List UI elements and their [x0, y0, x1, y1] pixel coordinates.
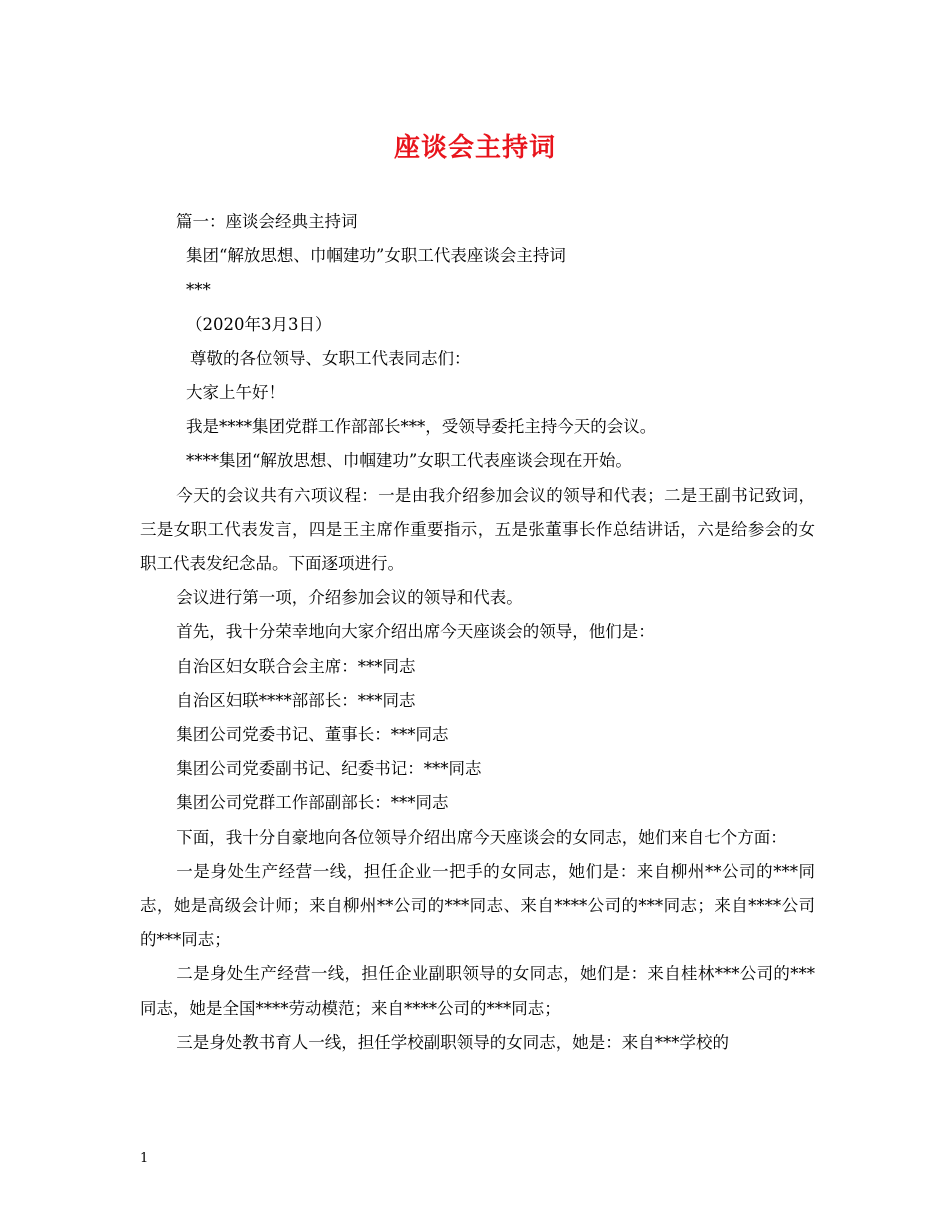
page-number: 1 [140, 1151, 149, 1166]
paragraph: 会议进行第一项，介绍参加会议的领导和代表。 [176, 588, 523, 608]
paragraph: 一是身处生产经营一线，担任企业一把手的女同志，她们是：来自柳州**公司的***同志，她是高级会计师；来自柳州**公司的***同志、来自****公司的***同志；来自****公司的***同志； [140, 861, 815, 950]
paragraph: ****集团“解放思想、巾帼建功”女职工代表座谈会现在开始。 [186, 451, 632, 471]
paragraph: 三是身处教书育人一线，担任学校副职领导的女同志，她是：来自***学校的 [176, 1032, 730, 1052]
attendee-line: 集团公司党委书记、董事长：***同志 [176, 725, 449, 745]
section-heading: 篇一：座谈会经典主持词 [176, 212, 358, 231]
paragraph: 下面，我十分自豪地向各位领导介绍出席今天座谈会的女同志，她们来自七个方面： [176, 827, 787, 847]
paragraph: 二是身处生产经营一线，担任企业副职领导的女同志，她们是：来自桂林***公司的***同志，她是全国****劳动模范；来自****公司的***同志； [140, 964, 815, 1018]
document-body [140, 205, 815, 1060]
attendee-line: 自治区妇女联合会主席：***同志 [176, 656, 416, 676]
meeting-title-line: 集团“解放思想、巾帼建功”女职工代表座谈会主持词 [186, 246, 566, 266]
date-line: （2020年3月3日） [186, 314, 332, 334]
paragraph: 今天的会议共有六项议程：一是由我介绍参加会议的领导和代表；二是王副书记致词，三是女职工代表发言，四是王主席作重要指示，五是张董事长作总结讲话，六是给参会的女职工代表发纪念品。下面逐项进行。 [140, 485, 815, 574]
paragraph: 首先，我十分荣幸地向大家介绍出席今天座谈会的领导，他们是： [176, 622, 655, 642]
attendee-line: 集团公司党群工作部副部长：***同志 [176, 793, 449, 813]
greeting: 大家上午好！ [186, 383, 285, 403]
attendee-line: 自治区妇联****部部长：***同志 [176, 690, 416, 710]
salutation: 尊敬的各位领导、女职工代表同志们： [190, 348, 471, 368]
paragraph: 我是****集团党群工作部部长***，受领导委托主持今天的会议。 [186, 417, 657, 437]
attendee-line: 集团公司党委副书记、纪委书记：***同志 [176, 759, 482, 779]
document-title: 座谈会主持词 [393, 133, 556, 163]
author-line: *** [186, 280, 211, 300]
